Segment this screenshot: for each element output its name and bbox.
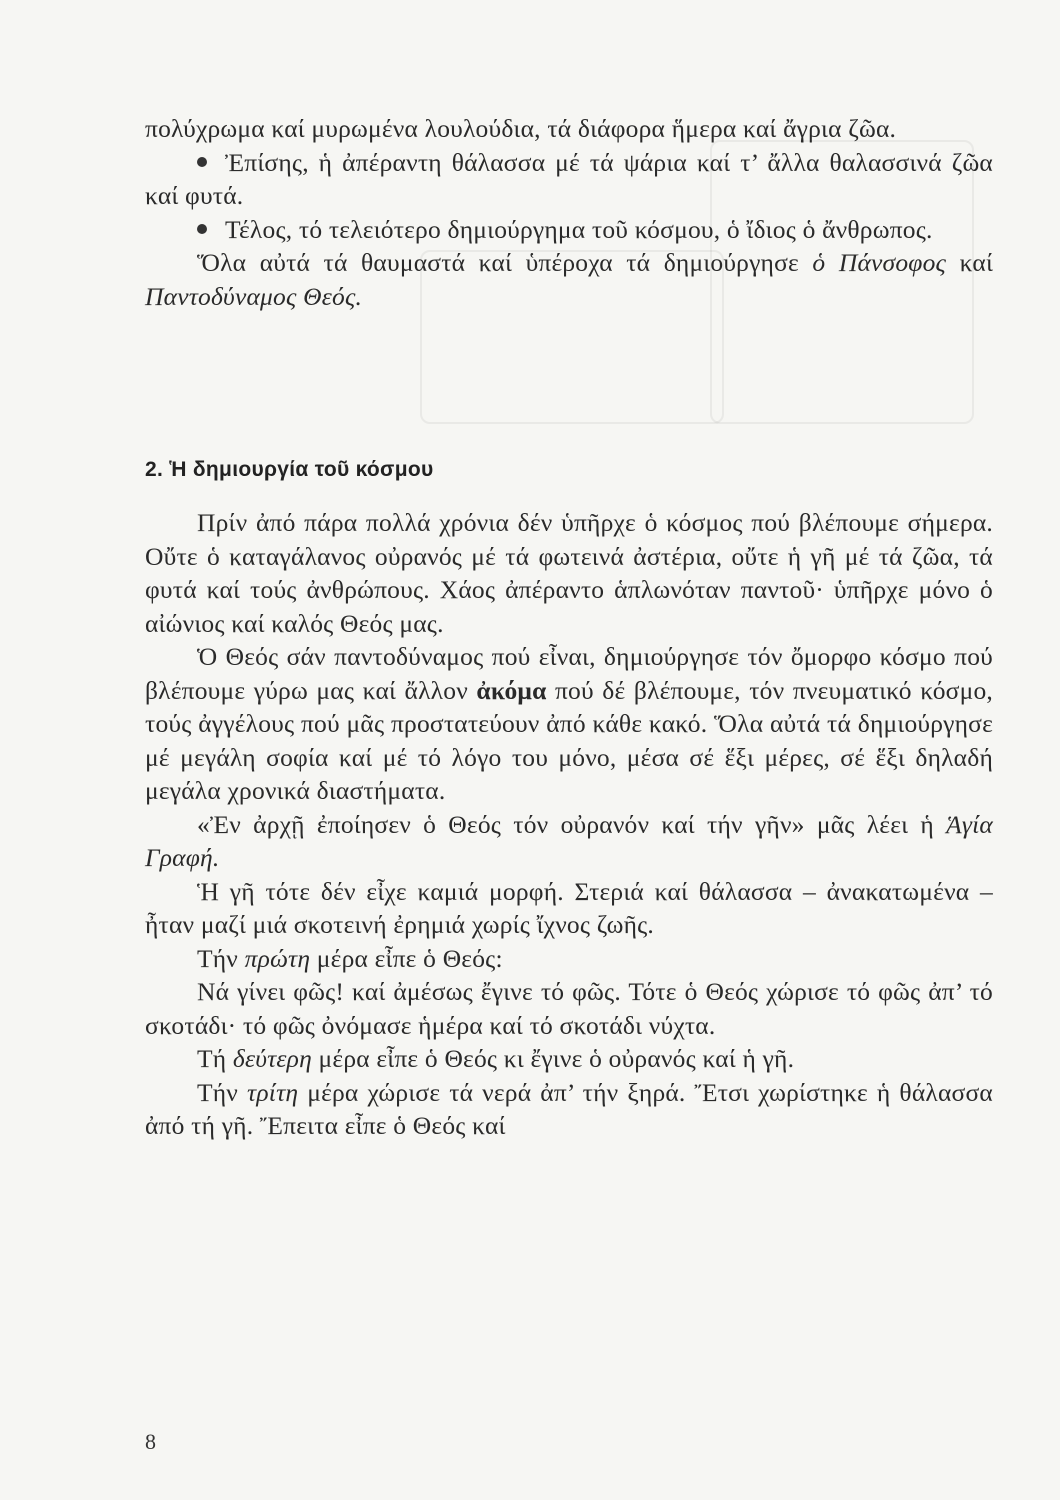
section-heading: 2. Ἡ δημιουργία τοῦ κόσμου (145, 458, 434, 481)
paragraph-text: μέρα χώρισε τά νερά ἀπ’ τήν ξηρά. Ἔτσι χωρίστηκε ἡ θάλασσα ἀπό τή γῆ. Ἔπειτα εἶπε ὁ Θεός καί (145, 1077, 993, 1140)
emphasis-text: Ἁγία Γραφή. (145, 809, 993, 872)
paragraph (145, 1076, 993, 1143)
paragraph-text: Ὁ Θεός σάν παντοδύναμος πού εἶναι, δημιούργησε τόν ὄμορφο κόσμο πού βλέπουμε γύρω μας καί ἄλλον (145, 642, 993, 705)
bullet-text: Τέλος, τό τελειότερο δημιούργημα τοῦ κόσμου, ὁ ἴδιος ὁ ἄνθρωπος. (225, 214, 933, 244)
closing-paragraph (145, 246, 993, 313)
closing-text: Ὅλα αὐτά τά θαυμαστά καί ὑπέροχα τά δημιούργησε (197, 248, 799, 277)
page-number: 8 (145, 1429, 156, 1454)
bullet-icon (197, 157, 207, 167)
paragraph-text: μέρα εἶπε ὁ Θεός: (316, 943, 503, 973)
emphasis-text: Παντοδύναμος Θεός. (145, 281, 363, 311)
paragraph: Πρίν ἀπό πάρα πολλά χρόνια δέν ὑπῆρχε ὁ κόσμος πού βλέπουμε σήμερα. Οὔτε ὁ καταγάλανος οὐρανός μέ τά φωτεινά ἀστέρια, οὔτε ἡ γῆ μέ τά ζῶα, τά φυτά καί τούς ἀνθρώπους. Χάος ἀπέραντο ἁπλωνόταν παντοῦ· ὑπῆρχε μόνο ὁ αἰώνιος καί καλός Θεός μας. (145, 508, 993, 638)
paragraph-text: μέρα εἶπε ὁ Θεός κι ἔγινε ὁ οὐρανός καί ἡ γῆ. (318, 1044, 795, 1073)
bullet-paragraph (145, 213, 993, 247)
main-text-section (145, 506, 993, 1143)
top-text-section (145, 112, 993, 313)
bold-text: ἀκόμα (476, 675, 547, 705)
bullet-icon (197, 224, 207, 234)
paragraph: Νά γίνει φῶς! καί ἀμέσως ἔγινε τό φῶς. Τότε ὁ Θεός χώρισε τό φῶς ἀπ’ τό σκοτάδι· τό φῶς ὀνόμασε ἡμέρα καί τό σκοτάδι νύχτα. (145, 977, 993, 1040)
paragraph: Ἡ γῆ τότε δέν εἶχε καμιά μορφή. Στεριά καί θάλασσα – ἀνακατωμένα – ἦταν μαζί μιά σκοτεινή ἐρημιά χωρίς ἴχνος ζωῆς. (145, 876, 993, 939)
paragraph (145, 640, 993, 808)
bullet-text: Ἐπίσης, ἡ ἀπέραντη θάλασσα μέ τά ψάρια καί τ’ ἄλλα θαλασσινά ζῶα καί φυτά. (145, 147, 993, 210)
paragraph (145, 808, 993, 875)
paragraph-text: Τήν (197, 943, 239, 973)
closing-text: καί (959, 248, 994, 277)
paragraph-text: πού δέ βλέπουμε, τόν πνευματικό κόσμο, τούς ἀγγέλους πού μᾶς προστατεύουν ἀπό κάθε κακό. Ὅλα αὐτά τά δημιούργησε μέ μεγάλη σοφία καί μέ τό λόγο του μόνο, μέσα σέ ἕξι μέρες, σέ ἕξι δηλαδή μεγάλα χρονικά διαστήματα. (145, 675, 994, 805)
emphasis-text: πρώτη (244, 943, 311, 973)
emphasis-text: δεύτερη (232, 1044, 312, 1073)
emphasis-text: ὁ Πάνσοφος (812, 248, 947, 277)
text-line: πολύχρωμα καί μυρωμένα λουλούδια, τά διάφορα ἥμερα καί ἄγρια ζῶα. (145, 114, 897, 143)
paragraph-text: «Ἐν ἀρχῇ ἐποίησεν ὁ Θεός τόν οὐρανόν καί τήν γῆν» μᾶς λέει ἡ (197, 809, 934, 839)
paragraph (145, 1042, 993, 1076)
paragraph-text: Τήν (197, 1077, 239, 1107)
bullet-paragraph (145, 146, 993, 213)
paragraph-text: Τή (197, 1044, 227, 1073)
paragraph (145, 942, 993, 976)
emphasis-text: τρίτη (247, 1077, 299, 1107)
